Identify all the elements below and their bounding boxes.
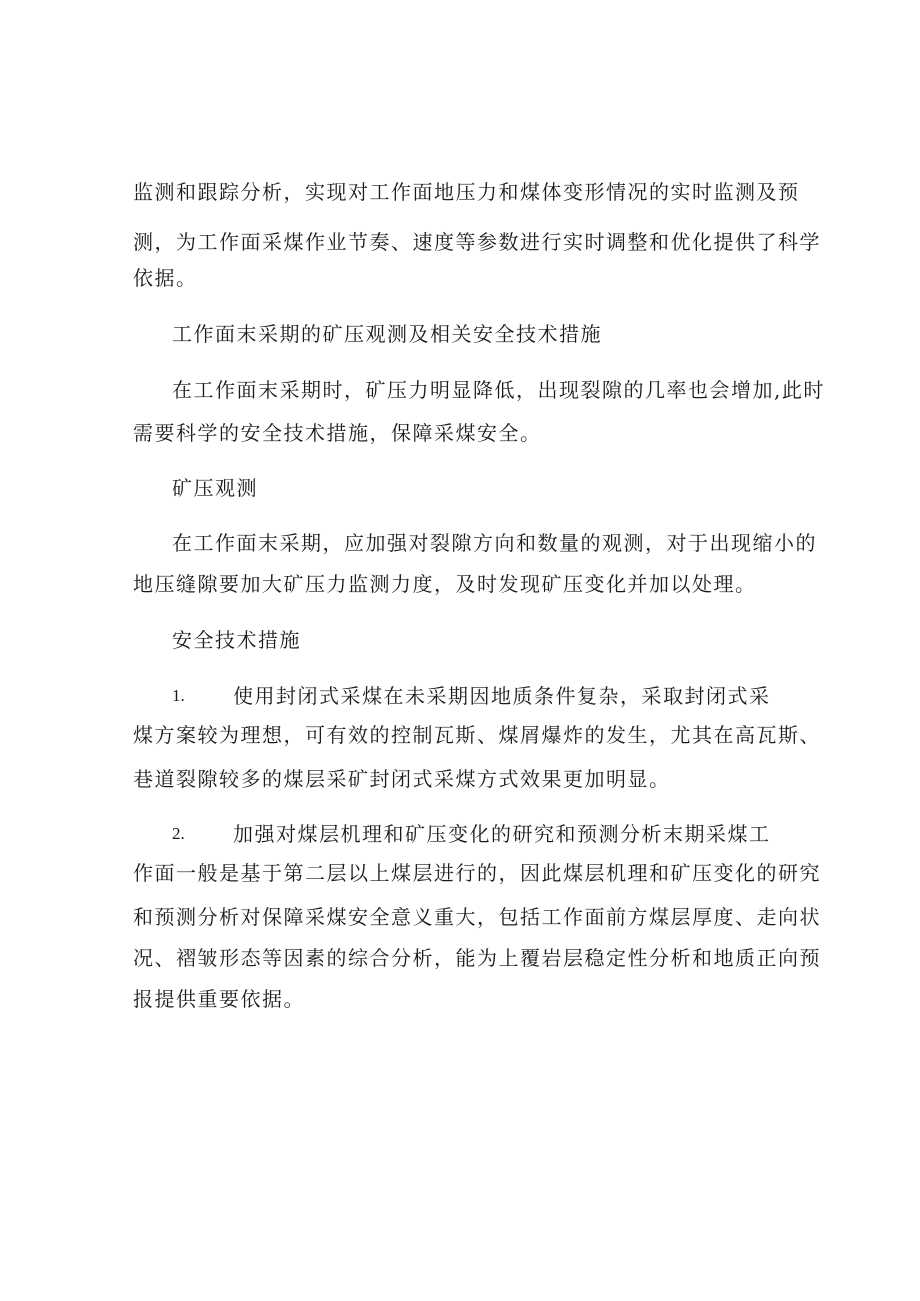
subheading-pressure-observation: 矿压观测 <box>172 476 258 500</box>
list-item-2-line-5: 报提供重要依据。 <box>133 987 305 1011</box>
list-item-number-2: 2. <box>172 824 185 843</box>
intro-line-3: 依据。 <box>133 266 198 290</box>
list-item-number-1: 1. <box>172 686 185 705</box>
section-heading: 工作面末采期的矿压观测及相关安全技术措施 <box>172 322 602 346</box>
list-item-1-line-3: 巷道裂隙较多的煤层采矿封闭式采煤方式效果更加明显。 <box>133 767 671 791</box>
list-item-1-line-2: 煤方案较为理想，可有效的控制瓦斯、煤屑爆炸的发生，尤其在高瓦斯、 <box>133 723 821 747</box>
list-item-2-line-4: 况、褶皱形态等因素的综合分析，能为上覆岩层稳定性分析和地质正向预 <box>133 946 821 970</box>
sub1-paragraph-line-2: 地压缝隙要加大矿压力监测力度，及时发现矿压变化并加以处理。 <box>133 572 757 596</box>
list-item-2-line-3: 和预测分析对保障采煤安全意义重大，包括工作面前方煤层厚度、走向状 <box>133 905 821 929</box>
sub1-paragraph-line-1: 在工作面末采期，应加强对裂隙方向和数量的观测，对于出现缩小的 <box>172 531 817 555</box>
intro-line-1: 监测和跟踪分析，实现对工作面地压力和煤体变形情况的实时监测及预 <box>133 180 800 204</box>
subheading-safety-measures: 安全技术措施 <box>172 628 301 652</box>
list-item-1-line-1: 使用封闭式采煤在未采期因地质条件复杂，采取封闭式采 <box>233 684 771 708</box>
list-item-2-line-1: 加强对煤层机理和矿压变化的研究和预测分析末期采煤工 <box>233 822 771 846</box>
section-paragraph-line-1: 在工作面末采期时，矿压力明显降低，出现裂隙的几率也会增加,此时 <box>172 378 825 402</box>
section-paragraph-line-2: 需要科学的安全技术措施，保障采煤安全。 <box>133 421 542 445</box>
list-item-2-line-2: 作面一般是基于第二层以上煤层进行的，因此煤层机理和矿压变化的研究 <box>133 861 821 885</box>
intro-line-2: 测，为工作面采煤作业节奏、速度等参数进行实时调整和优化提供了科学 <box>133 230 821 254</box>
